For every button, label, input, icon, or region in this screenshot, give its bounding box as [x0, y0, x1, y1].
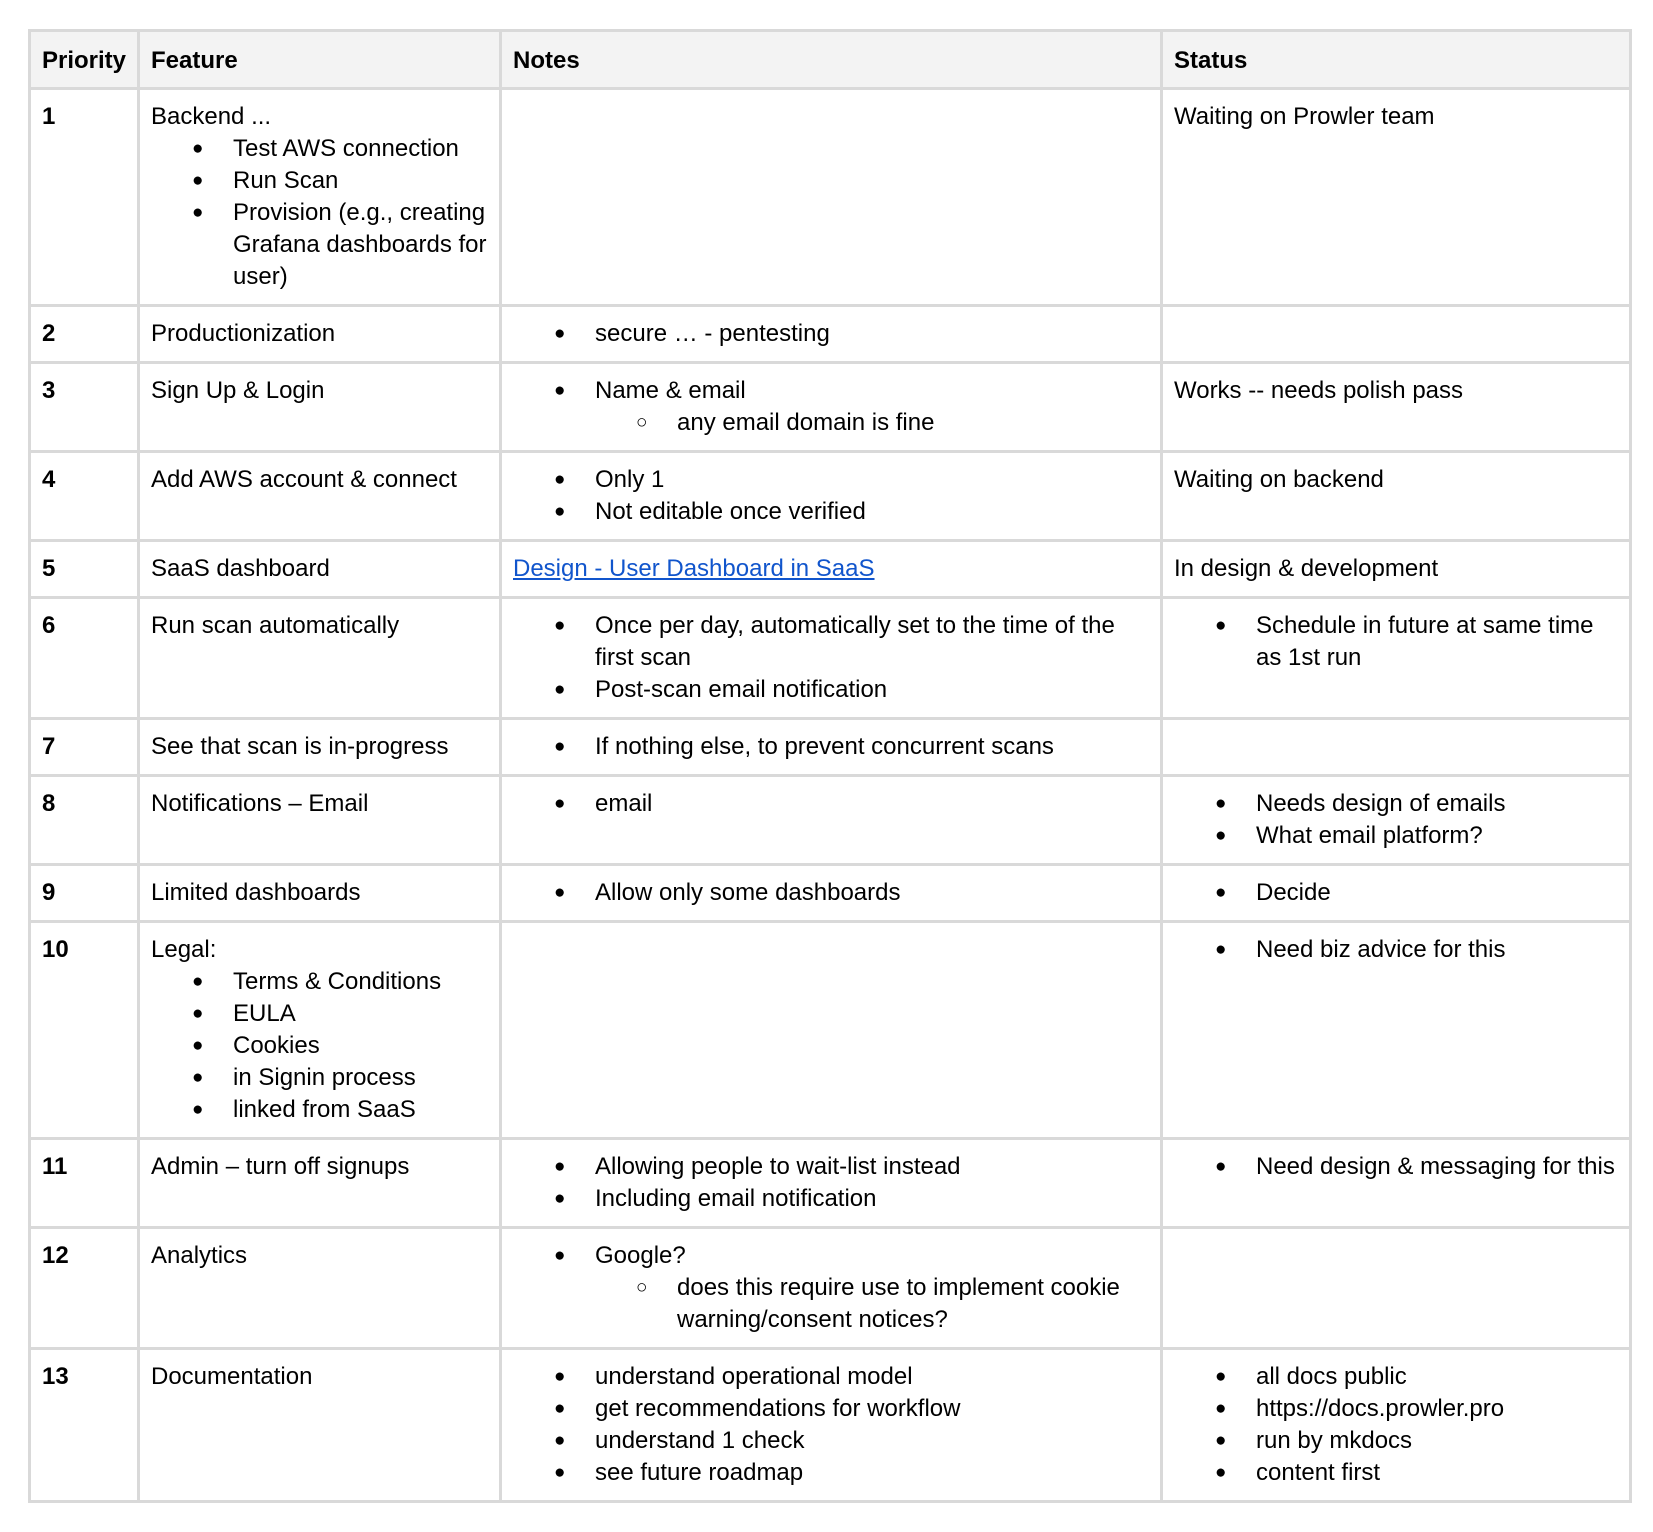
notes-bullet-list: [513, 788, 1149, 820]
status-text: Waiting on backend: [1174, 466, 1384, 493]
notes-bullet: [554, 375, 1149, 439]
priority-cell: 2: [30, 306, 139, 363]
table-row: [30, 776, 1631, 865]
status-cell: [1162, 541, 1631, 598]
notes-sub-bullet: ○ does this require use to implement cookie warning/consent notices?: [636, 1272, 1149, 1336]
notes-cell: [501, 1349, 1162, 1502]
status-bullet-list: [1174, 1151, 1618, 1183]
table-row: [30, 89, 1631, 306]
status-bullet: ● Need biz advice for this: [1215, 934, 1618, 966]
notes-bullet: ● Allowing people to wait-list instead: [554, 1151, 1149, 1183]
notes-sub-bullet: ○ any email domain is fine: [636, 407, 1149, 439]
feature-bullet: ● in Signin process: [192, 1062, 488, 1094]
priority-cell: 11: [30, 1139, 139, 1228]
header-notes: Notes: [501, 31, 1162, 89]
feature-cell: [139, 452, 501, 541]
feature-text: Run scan automatically: [151, 612, 400, 639]
notes-bullet: ● understand operational model: [554, 1361, 1149, 1393]
feature-text: Admin – turn off signups: [151, 1153, 410, 1180]
priority-cell: 5: [30, 541, 139, 598]
priority-cell: 3: [30, 363, 139, 452]
notes-bullet: ● get recommendations for workflow: [554, 1393, 1149, 1425]
feature-text: Sign Up & Login: [151, 377, 325, 404]
table-row: [30, 865, 1631, 922]
status-bullet-list: [1174, 610, 1618, 674]
notes-sub-bullet-list: [595, 407, 1149, 439]
feature-text: See that scan is in-progress: [151, 733, 449, 760]
status-cell: [1162, 306, 1631, 363]
feature-bullet: ● Test AWS connection: [192, 133, 488, 165]
feature-cell: [139, 89, 501, 306]
feature-cell: [139, 776, 501, 865]
feature-cell: [139, 865, 501, 922]
feature-cell: [139, 922, 501, 1139]
priority-cell: 10: [30, 922, 139, 1139]
table-row: [30, 1228, 1631, 1349]
status-bullet: ● run by mkdocs: [1215, 1425, 1618, 1457]
notes-bullet-list: [513, 1361, 1149, 1489]
notes-bullet-list: [513, 1240, 1149, 1336]
status-cell: [1162, 1228, 1631, 1349]
status-text: Works -- needs polish pass: [1174, 377, 1464, 404]
status-bullet: ● https://docs.prowler.pro: [1215, 1393, 1618, 1425]
notes-bullet-list: [513, 877, 1149, 909]
status-cell: [1162, 1349, 1631, 1502]
status-bullet: ● all docs public: [1215, 1361, 1618, 1393]
table-row: [30, 452, 1631, 541]
notes-bullet: ● Allow only some dashboards: [554, 877, 1149, 909]
notes-bullet: ● Including email notification: [554, 1183, 1149, 1215]
notes-cell: [501, 922, 1162, 1139]
table-row: [30, 306, 1631, 363]
feature-bullet: ● EULA: [192, 998, 488, 1030]
header-feature: Feature: [139, 31, 501, 89]
feature-bullet: ● Cookies: [192, 1030, 488, 1062]
bullet-text: Google?: [595, 1242, 686, 1269]
status-bullet-list: [1174, 1361, 1618, 1489]
feature-text: Legal:: [151, 936, 217, 963]
feature-text: SaaS dashboard: [151, 555, 330, 582]
table-row: [30, 598, 1631, 719]
feature-text: Limited dashboards: [151, 879, 361, 906]
status-cell: [1162, 719, 1631, 776]
notes-cell: [501, 363, 1162, 452]
notes-bullet-list: [513, 464, 1149, 528]
notes-bullet: ● If nothing else, to prevent concurrent scans: [554, 731, 1149, 763]
notes-bullet-list: [513, 731, 1149, 763]
feature-text: Analytics: [151, 1242, 248, 1269]
notes-bullet: ● Not editable once verified: [554, 496, 1149, 528]
notes-cell: [501, 719, 1162, 776]
notes-cell: [501, 776, 1162, 865]
feature-bullet-list: [151, 966, 488, 1126]
table-row: [30, 1139, 1631, 1228]
status-cell: [1162, 363, 1631, 452]
priority-cell: 4: [30, 452, 139, 541]
feature-text: Documentation: [151, 1363, 313, 1390]
feature-cell: [139, 1349, 501, 1502]
notes-bullet-list: [513, 1151, 1149, 1215]
status-cell: [1162, 452, 1631, 541]
notes-cell: [501, 1139, 1162, 1228]
table-row: [30, 719, 1631, 776]
table-body: [30, 89, 1631, 1502]
notes-bullet-list: [513, 610, 1149, 706]
feature-bullet: ● Terms & Conditions: [192, 966, 488, 998]
priority-cell: 1: [30, 89, 139, 306]
feature-bullet: ● Provision (e.g., creating Grafana dashboards for user): [192, 197, 488, 293]
feature-text: Notifications – Email: [151, 790, 369, 817]
notes-cell: [501, 452, 1162, 541]
status-bullet: ● Needs design of emails: [1215, 788, 1618, 820]
table-row: [30, 1349, 1631, 1502]
notes-bullet: [554, 1240, 1149, 1336]
notes-cell: [501, 865, 1162, 922]
notes-bullet: ● see future roadmap: [554, 1457, 1149, 1489]
feature-bullet: ● Run Scan: [192, 165, 488, 197]
status-bullet: ● content first: [1215, 1457, 1618, 1489]
notes-bullet: ● understand 1 check: [554, 1425, 1149, 1457]
table-row: [30, 363, 1631, 452]
notes-bullet: ● Once per day, automatically set to the time of the first scan: [554, 610, 1149, 674]
notes-sub-bullet-list: [595, 1272, 1149, 1336]
feature-text: Productionization: [151, 320, 336, 347]
feature-cell: [139, 719, 501, 776]
notes-cell: [501, 1228, 1162, 1349]
table-row: [30, 541, 1631, 598]
notes-cell: [501, 598, 1162, 719]
notes-bullet-list: [513, 318, 1149, 350]
status-bullet: ● Decide: [1215, 877, 1618, 909]
status-cell: [1162, 776, 1631, 865]
notes-bullet: ● Post-scan email notification: [554, 674, 1149, 706]
notes-cell: [501, 89, 1162, 306]
header-priority: Priority: [30, 31, 139, 89]
notes-cell: [501, 541, 1162, 598]
status-bullet: ● Need design & messaging for this: [1215, 1151, 1618, 1183]
status-cell: [1162, 598, 1631, 719]
bullet-text: Name & email: [595, 377, 746, 404]
priority-cell: 9: [30, 865, 139, 922]
feature-cell: [139, 598, 501, 719]
notes-link[interactable]: Design - User Dashboard in SaaS: [513, 555, 875, 582]
status-cell: [1162, 922, 1631, 1139]
status-bullet-list: [1174, 934, 1618, 966]
priority-cell: 7: [30, 719, 139, 776]
status-cell: [1162, 1139, 1631, 1228]
notes-cell: [501, 306, 1162, 363]
priority-table: [28, 29, 1632, 1503]
feature-text: Backend ...: [151, 103, 272, 130]
header-row: [30, 31, 1631, 89]
feature-cell: [139, 1228, 501, 1349]
status-bullet-list: [1174, 788, 1618, 852]
priority-cell: 8: [30, 776, 139, 865]
priority-cell: 12: [30, 1228, 139, 1349]
notes-bullet-list: [513, 375, 1149, 439]
status-cell: [1162, 865, 1631, 922]
priority-cell: 6: [30, 598, 139, 719]
status-cell: [1162, 89, 1631, 306]
notes-bullet: ● email: [554, 788, 1149, 820]
feature-bullet: ● linked from SaaS: [192, 1094, 488, 1126]
status-bullet: ● What email platform?: [1215, 820, 1618, 852]
status-text: In design & development: [1174, 555, 1439, 582]
table-row: [30, 922, 1631, 1139]
feature-cell: [139, 541, 501, 598]
status-bullet-list: [1174, 877, 1618, 909]
feature-bullet-list: [151, 133, 488, 293]
header-status: Status: [1162, 31, 1631, 89]
feature-cell: [139, 306, 501, 363]
feature-cell: [139, 1139, 501, 1228]
feature-text: Add AWS account & connect: [151, 466, 457, 493]
priority-cell: 13: [30, 1349, 139, 1502]
status-bullet: ● Schedule in future at same time as 1st run: [1215, 610, 1618, 674]
feature-cell: [139, 363, 501, 452]
status-text: Waiting on Prowler team: [1174, 103, 1435, 130]
notes-bullet: ● Only 1: [554, 464, 1149, 496]
notes-bullet: ● secure … - pentesting: [554, 318, 1149, 350]
